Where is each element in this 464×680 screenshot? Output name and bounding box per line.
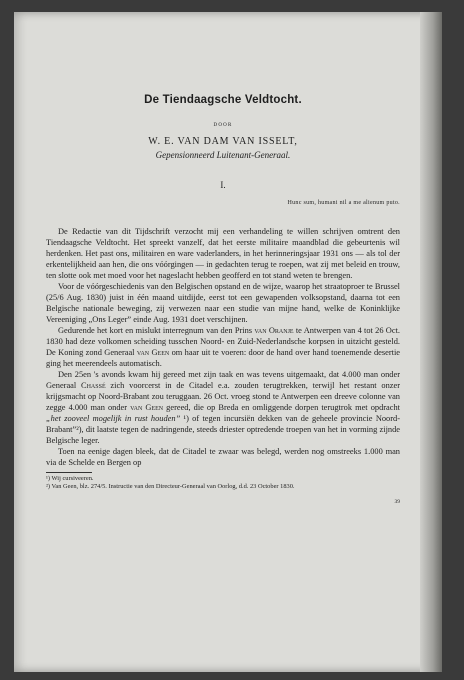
motto: Hunc sum, humani nil a me alienum puto. — [287, 200, 400, 206]
page-number: 39 — [394, 499, 400, 505]
book-page — [14, 12, 442, 672]
footnote-rule — [46, 472, 92, 473]
footnote-1: ¹) Wij cursiveeren. — [46, 475, 94, 482]
paragraph-1: De Redactie van dit Tijdschrift verzocht mij een verhandeling te willen schrijven omtrent den Tiendaagsche Veldtocht. Het spreekt vanzelf, dat het eerste militaire maandblad die gebeurtenis wil herdenken. Het past ons, militairen en ware vaderlanders, in het herinneringsjaar 1931 ons — als tol der erkentelijkheid aan hen, die ons vóórgingen — in gedachten terug te roepen, wat zij met beleid en trouw, ten slotte ook met moed voor het nageslacht hebben geofferd en tot stand weten te brengen. — [46, 227, 400, 280]
byline-door: DOOR — [213, 123, 233, 128]
page-content — [46, 94, 400, 505]
footnote-2: ²) Van Geen, blz. 274/5. Instructie van den Directeur-Generaal van Oorlog, d.d. 23 October 1830. — [46, 483, 295, 490]
footnotes — [46, 475, 400, 491]
paragraph-3: Gedurende het kort en mislukt interregnum van den Prins van Oranje te Antwerpen van 4 tot 26 Oct. 1830 had deze volkomen scheiding tusschen Noord- en Zuid-Nederlandsche korpsen in uitzicht gesteld. De Koning zond Generaal van Geen om haar uit te voeren: door de hand over hand toenemende desertie ging het meerendeels automatisch. — [46, 326, 401, 368]
book-spine-shadow — [420, 12, 442, 672]
paragraph-2: Voor de vóórgeschiedenis van den Belgischen opstand en de wijze, waarop het straatoproer te Brussel (25/6 Aug. 1830) juist in één maand uitdijde, eerst tot een gewapenden volksopstand, daarna tot een Belgische nationale beweging, zij verwezen naar een studie van mijne hand, welke de Koninklijke Vereeniging „Ons Leger” einde Aug. 1931 doet verschijnen. — [46, 282, 400, 324]
author-name: W. E. VAN DAM VAN ISSELT, — [148, 136, 298, 147]
section-number: I. — [220, 180, 226, 190]
paragraph-5: Toen na eenige dagen bleek, dat de Citadel te zwaar was belegd, werden nog omstreeks 1.000 man via de Schelde en Bergen op — [46, 447, 400, 467]
article-title: De Tiendaagsche Veldtocht. — [144, 94, 302, 106]
author-rank: Gepensionneerd Luitenant-Generaal. — [155, 150, 291, 160]
article-body — [46, 226, 400, 468]
paragraph-4: Den 25en 's avonds kwam hij gereed met zijn taak en was tevens uitgemaakt, dat 4.000 man onder Generaal Chassé zich voorcerst in de Citadel e.a. zouden terugtrekken, terwijl het restant onzer krijgsmacht op Noord-Brabant zou teruggaan. 26 Oct. vroeg stond te Antwerpen een dreeve colonne van zegge 4.000 man onder van Geen gereed, die op Breda en omliggende dorpen terugtrok met opdracht „het zooveel mogelijk in rust houden” ¹) of tegen incursiën dekken van de geheele provincie Noord-Brabant”²), dit laatste tegen de nadringende, steeds driester optredende troepen van het in vorming zijnde Belgische leger. — [46, 370, 401, 445]
